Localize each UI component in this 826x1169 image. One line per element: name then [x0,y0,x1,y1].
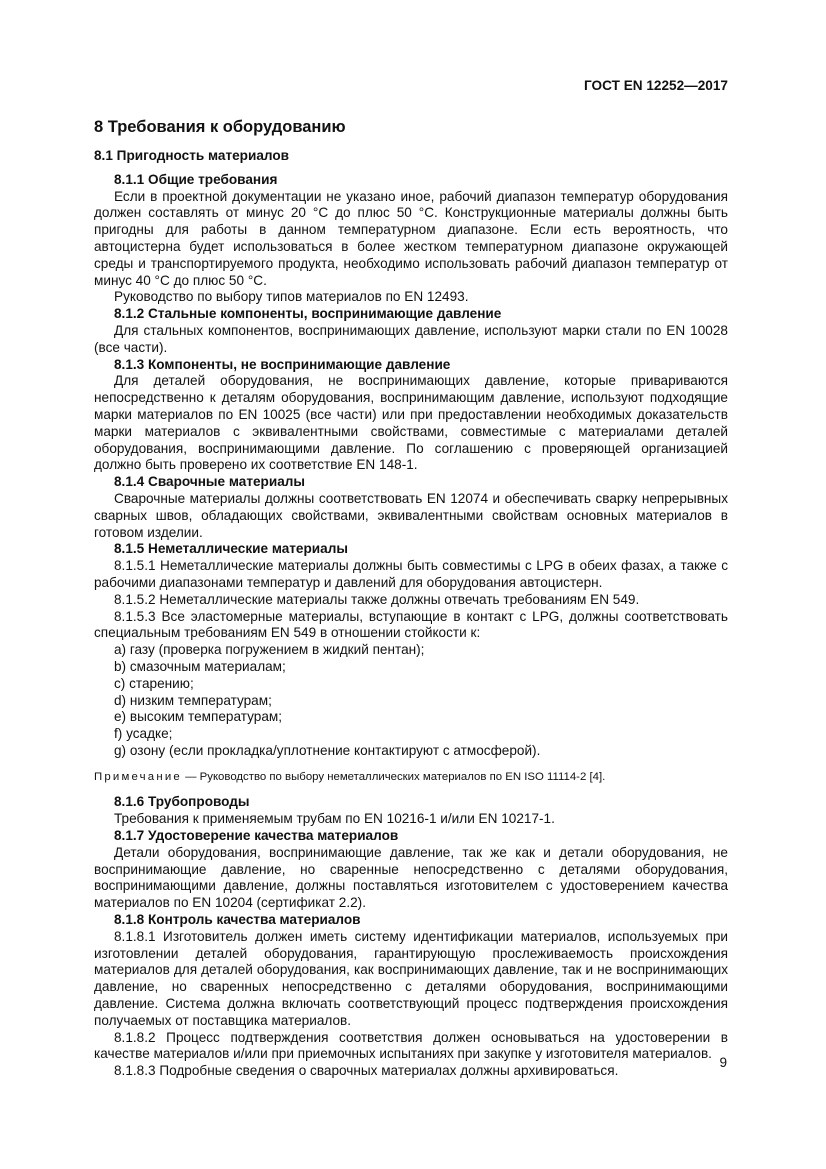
paragraph-8-1-8-2: 8.1.8.2 Процесс подтверждения соответствия должен основываться на удостоверении в качестве материалов и/или при приемочных испытаниях при закупке у изготовителя материалов. [94,1029,728,1062]
list-item: d) низким температурам; [114,692,272,708]
list-item: е) высоким температурам; [114,709,283,725]
paragraph-8-1-5-2: 8.1.5.2 Неметаллические материалы также должны отвечать требованиям EN 549. [114,591,640,607]
heading-8-1-1: 8.1.1 Общие требования [114,171,278,187]
note-label: Примечание [94,770,182,783]
paragraph-8-1-4: Сварочные материалы должны соответствовать EN 12074 и обеспечивать сварку непрерывных сварных швов, обладающих свойствами, эквивалентными свойствам основных материалов в готовом изделии. [94,490,728,540]
paragraph-8-1-1-a: Если в проектной документации не указано иное, рабочий диапазон температур оборудования должен составлять от минус 20 °С до плюс 50 °С. Конструкционные материалы должны быть пригодны для работы в данном температурном диапазоне. Если есть вероятность, что автоцистерна будет использоваться в более жестком температурном диапазоне окружающей среды и транспортируемого продукта, необходимо использовать рабочий диапазон температур от минус 40 °С до плюс 50 °С. [94,188,728,288]
heading-8-1-5: 8.1.5 Неметаллические материалы [114,541,348,557]
list-item: с) старению; [114,675,194,691]
paragraph-8-1-7: Детали оборудования, воспринимающие давление, так же как и детали оборудования, не воспринимающие давление, но сваренные непосредственно с деталями оборудования, воспринимающими давление, должны поставляться изготовителем с удостоверением качества материалов по EN 10204 (сертификат 2.2). [94,844,728,911]
heading-8-1-3: 8.1.3 Компоненты, не воспринимающие давление [114,356,451,372]
heading-8-1-7: 8.1.7 Удостоверение качества материалов [114,828,399,844]
section-title: 8 Требования к оборудованию [94,118,346,136]
page-content [94,117,728,1080]
paragraph-8-1-6: Требования к применяемым трубам по EN 10216-1 и/или EN 10217-1. [114,811,555,827]
list-item: b) смазочным материалам; [114,658,286,674]
paragraph-8-1-8-1: 8.1.8.1 Изготовитель должен иметь систему идентификации материалов, используемых при изготовлении деталей оборудования, гарантирующую прослеживаемость происхождения материалов для деталей оборудования, как воспринимающих давление, так и не воспринимающих давление, но сваренных непосредственно с деталями оборудования, воспринимающими давление. Система должна включать соответствующий процесс подтверждения происхождения получаемых от поставщика материалов. [94,928,728,1028]
list-item: а) газу (проверка погружением в жидкий пентан); [114,642,425,658]
list-item: f) усадке; [114,726,173,742]
list-item: g) озону (если прокладка/уплотнение контактируют с атмосферой). [114,742,541,758]
page-number: 9 [719,1055,727,1070]
heading-8-1-8: 8.1.8 Контроль качества материалов [114,912,361,928]
note-text: — Руководство по выбору неметаллических материалов по EN ISO 11114-2 [4]. [181,770,606,783]
heading-8-1-4: 8.1.4 Сварочные материалы [114,474,306,490]
paragraph-8-1-5-1: 8.1.5.1 Неметаллические материалы должны быть совместимы с LPG в обеих фазах, а также с рабочими диапазонами температур и давлений для оборудования автоцистерн. [94,558,728,590]
document-id: ГОСТ EN 12252—2017 [584,78,728,93]
paragraph-8-1-8-3: 8.1.8.3 Подробные сведения о сварочных материалах должны архивироваться. [114,1063,619,1079]
paragraph-8-1-2: Для стальных компонентов, воспринимающих давление, используют марки стали по EN 10028 (все части). [94,322,728,355]
heading-8-1-2: 8.1.2 Стальные компоненты, воспринимающие давление [114,306,502,322]
paragraph-8-1-3: Для деталей оборудования, не воспринимающих давление, которые привариваются непосредственно к деталям оборудования, воспринимающим давление, используют подходящие марки материалов по EN 10025 (все части) или при предоставлении необходимых доказательств марки материалов с эквивалентными свойствами, совместимые с материалами деталей оборудования, воспринимающими давление. По соглашению с проверяющей организацией должно быть проверено их соответствие EN 148-1. [94,373,728,473]
paragraph-8-1-5-3: 8.1.5.3 Все эластомерные материалы, вступающие в контакт с LPG, должны соответствовать специальным требованиям EN 549 в отношении стойкости к: [94,608,728,641]
heading-8-1-6: 8.1.6 Трубопроводы [114,794,250,810]
paragraph-8-1-1-b: Руководство по выбору типов материалов по EN 12493. [114,289,469,305]
note [94,769,728,786]
subsection-title-8-1: 8.1 Пригодность материалов [94,148,290,163]
